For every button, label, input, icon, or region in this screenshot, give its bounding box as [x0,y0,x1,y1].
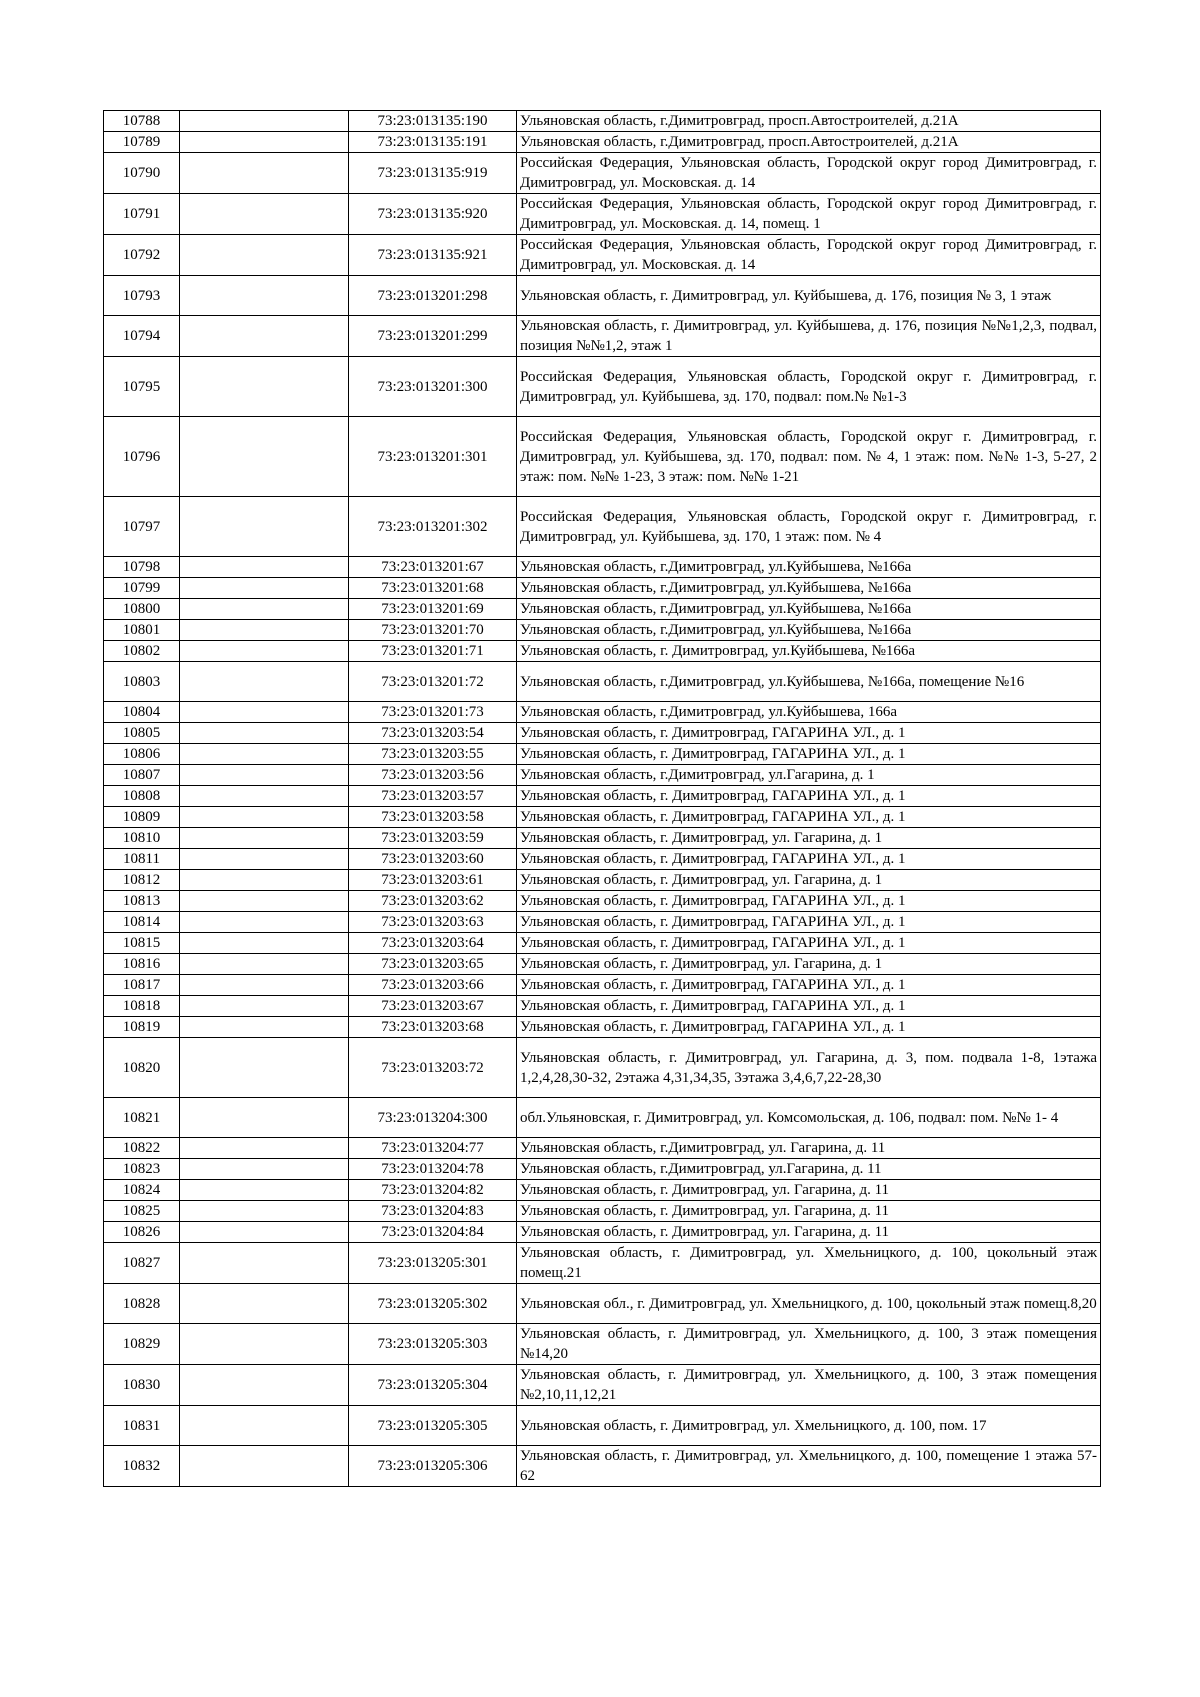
empty-cell [180,1284,349,1324]
cadastral-number-cell: 73:23:013203:72 [349,1038,517,1098]
address-cell: Ульяновская область, г.Димитровград, ул.Гагарина, д. 1 [517,765,1101,786]
row-number-cell: 10798 [104,557,180,578]
table-row [104,1017,1101,1038]
cadastral-number-cell: 73:23:013205:306 [349,1446,517,1487]
empty-cell [180,933,349,954]
cadastral-number-cell: 73:23:013203:59 [349,828,517,849]
address-cell: Ульяновская область, г. Димитровград, ул.Куйбышева, №166а [517,641,1101,662]
address-cell: Ульяновская область, г. Димитровград, ул. Гагарина, д. 3, пом. подвала 1-8, 1этажа 1,2,4,28,30-32, 2этажа 4,31,34,35, 3этажа 3,4,6,7,22-28,30 [517,1038,1101,1098]
table-row [104,1201,1101,1222]
empty-cell [180,996,349,1017]
table-row [104,557,1101,578]
empty-cell [180,723,349,744]
address-cell: Ульяновская область, г. Димитровград, ГАГАРИНА УЛ., д. 1 [517,996,1101,1017]
address-cell: Российская Федерация, Ульяновская область, Городской округ город Димитровград, г. Димитровград, ул. Московская. д. 14 [517,153,1101,194]
row-number-cell: 10799 [104,578,180,599]
address-cell: Ульяновская область, г. Димитровград, ул. Гагарина, д. 1 [517,828,1101,849]
cadastral-number-cell: 73:23:013205:303 [349,1324,517,1365]
empty-cell [180,1180,349,1201]
empty-cell [180,1406,349,1446]
cadastral-number-cell: 73:23:013135:191 [349,132,517,153]
address-cell: Ульяновская область, г. Димитровград, ул. Гагарина, д. 1 [517,954,1101,975]
empty-cell [180,1138,349,1159]
row-number-cell: 10822 [104,1138,180,1159]
table-row [104,578,1101,599]
table-row [104,1180,1101,1201]
table-row [104,1284,1101,1324]
cadastral-number-cell: 73:23:013203:66 [349,975,517,996]
address-cell: Ульяновская область, г. Димитровград, ул. Гагарина, д. 11 [517,1180,1101,1201]
table-row [104,620,1101,641]
row-number-cell: 10811 [104,849,180,870]
row-number-cell: 10819 [104,1017,180,1038]
empty-cell [180,702,349,723]
cadastral-number-cell: 73:23:013201:300 [349,357,517,417]
row-number-cell: 10821 [104,1098,180,1138]
address-cell: Ульяновская область, г.Димитровград, просп.Автостроителей, д.21А [517,132,1101,153]
table-row [104,276,1101,316]
cadastral-number-cell: 73:23:013203:62 [349,891,517,912]
row-number-cell: 10807 [104,765,180,786]
address-cell: обл.Ульяновская, г. Димитровград, ул. Комсомольская, д. 106, подвал: пом. №№ 1- 4 [517,1098,1101,1138]
table-row [104,641,1101,662]
row-number-cell: 10805 [104,723,180,744]
empty-cell [180,807,349,828]
row-number-cell: 10832 [104,1446,180,1487]
row-number-cell: 10830 [104,1365,180,1406]
table-row [104,1406,1101,1446]
address-cell: Ульяновская область, г. Димитровград, ул. Хмельницкого, д. 100, 3 этаж помещения №14,20 [517,1324,1101,1365]
empty-cell [180,1324,349,1365]
address-cell: Ульяновская область, г. Димитровград, ул. Гагарина, д. 11 [517,1222,1101,1243]
address-cell: Российская Федерация, Ульяновская область, Городской округ г. Димитровград, г. Димитровград, ул. Куйбышева, зд. 170, подвал: пом.№ №1-3 [517,357,1101,417]
empty-cell [180,276,349,316]
table-row [104,891,1101,912]
row-number-cell: 10808 [104,786,180,807]
cadastral-number-cell: 73:23:013201:69 [349,599,517,620]
address-cell: Ульяновская область, г. Димитровград, ул. Гагарина, д. 11 [517,1201,1101,1222]
cadastral-number-cell: 73:23:013201:67 [349,557,517,578]
property-table-body [104,111,1101,1487]
empty-cell [180,786,349,807]
cadastral-number-cell: 73:23:013201:71 [349,641,517,662]
empty-cell [180,1365,349,1406]
address-cell: Ульяновская область, г. Димитровград, ул. Хмельницкого, д. 100, 3 этаж помещения №2,10,11,12,21 [517,1365,1101,1406]
address-cell: Ульяновская область, г. Димитровград, ул. Куйбышева, д. 176, позиция № 3, 1 этаж [517,276,1101,316]
row-number-cell: 10796 [104,417,180,497]
cadastral-number-cell: 73:23:013203:67 [349,996,517,1017]
cadastral-number-cell: 73:23:013203:63 [349,912,517,933]
empty-cell [180,132,349,153]
cadastral-number-cell: 73:23:013203:54 [349,723,517,744]
row-number-cell: 10789 [104,132,180,153]
row-number-cell: 10823 [104,1159,180,1180]
empty-cell [180,975,349,996]
cadastral-number-cell: 73:23:013203:56 [349,765,517,786]
address-cell: Ульяновская область, г.Димитровград, ул.Гагарина, д. 11 [517,1159,1101,1180]
cadastral-number-cell: 73:23:013204:83 [349,1201,517,1222]
cadastral-number-cell: 73:23:013205:304 [349,1365,517,1406]
empty-cell [180,1159,349,1180]
address-cell: Ульяновская область, г. Димитровград, ул. Куйбышева, д. 176, позиция №№1,2,3, подвал, позиция №№1,2, этаж 1 [517,316,1101,357]
cadastral-number-cell: 73:23:013204:300 [349,1098,517,1138]
table-row [104,996,1101,1017]
cadastral-number-cell: 73:23:013203:60 [349,849,517,870]
cadastral-number-cell: 73:23:013203:64 [349,933,517,954]
address-cell: Российская Федерация, Ульяновская область, Городской округ город Димитровград, г. Димитровград, ул. Московская. д. 14, помещ. 1 [517,194,1101,235]
cadastral-number-cell: 73:23:013135:919 [349,153,517,194]
empty-cell [180,153,349,194]
empty-cell [180,620,349,641]
row-number-cell: 10795 [104,357,180,417]
table-row [104,417,1101,497]
row-number-cell: 10816 [104,954,180,975]
table-row [104,111,1101,132]
row-number-cell: 10829 [104,1324,180,1365]
row-number-cell: 10800 [104,599,180,620]
cadastral-number-cell: 73:23:013203:65 [349,954,517,975]
table-row [104,357,1101,417]
address-cell: Ульяновская область, г.Димитровград, ул.Куйбышева, 166а [517,702,1101,723]
table-row [104,975,1101,996]
table-row [104,828,1101,849]
empty-cell [180,765,349,786]
cadastral-number-cell: 73:23:013201:70 [349,620,517,641]
table-row [104,849,1101,870]
address-cell: Ульяновская область, г. Димитровград, ГАГАРИНА УЛ., д. 1 [517,975,1101,996]
row-number-cell: 10814 [104,912,180,933]
address-cell: Ульяновская область, г.Димитровград, ул.Куйбышева, №166а [517,578,1101,599]
row-number-cell: 10815 [104,933,180,954]
row-number-cell: 10790 [104,153,180,194]
table-row [104,933,1101,954]
row-number-cell: 10826 [104,1222,180,1243]
row-number-cell: 10802 [104,641,180,662]
cadastral-number-cell: 73:23:013203:55 [349,744,517,765]
table-row [104,316,1101,357]
empty-cell [180,194,349,235]
address-cell: Ульяновская область, г. Димитровград, ул. Хмельницкого, д. 100, цокольный этаж помещ.21 [517,1243,1101,1284]
table-row [104,194,1101,235]
empty-cell [180,316,349,357]
row-number-cell: 10803 [104,662,180,702]
address-cell: Ульяновская область, г. Димитровград, ГАГАРИНА УЛ., д. 1 [517,891,1101,912]
table-row [104,1138,1101,1159]
empty-cell [180,870,349,891]
address-cell: Ульяновская область, г. Димитровград, ул. Хмельницкого, д. 100, пом. 17 [517,1406,1101,1446]
cadastral-number-cell: 73:23:013135:921 [349,235,517,276]
table-row [104,870,1101,891]
row-number-cell: 10801 [104,620,180,641]
address-cell: Ульяновская область, г. Димитровград, ГАГАРИНА УЛ., д. 1 [517,786,1101,807]
address-cell: Ульяновская область, г. Димитровград, ГАГАРИНА УЛ., д. 1 [517,912,1101,933]
cadastral-number-cell: 73:23:013203:68 [349,1017,517,1038]
row-number-cell: 10793 [104,276,180,316]
row-number-cell: 10828 [104,1284,180,1324]
table-row [104,599,1101,620]
row-number-cell: 10817 [104,975,180,996]
table-row [104,132,1101,153]
cadastral-number-cell: 73:23:013201:302 [349,497,517,557]
address-cell: Российская Федерация, Ульяновская область, Городской округ г. Димитровград, г. Димитровград, ул. Куйбышева, зд. 170, подвал: пом. № 4, 1 этаж: пом. №№ 1-3, 5-27, 2 этаж: пом. №№ 1-23, 3 этаж: пом. №№ 1-21 [517,417,1101,497]
cadastral-number-cell: 73:23:013204:77 [349,1138,517,1159]
property-table [103,110,1101,1487]
row-number-cell: 10810 [104,828,180,849]
table-row [104,1243,1101,1284]
table-row [104,702,1101,723]
empty-cell [180,557,349,578]
cadastral-number-cell: 73:23:013201:73 [349,702,517,723]
address-cell: Ульяновская обл., г. Димитровград, ул. Хмельницкого, д. 100, цокольный этаж помещ.8,20 [517,1284,1101,1324]
empty-cell [180,497,349,557]
table-row [104,662,1101,702]
address-cell: Ульяновская область, г.Димитровград, ул.Куйбышева, №166а, помещение №16 [517,662,1101,702]
address-cell: Ульяновская область, г. Димитровград, ул. Гагарина, д. 1 [517,870,1101,891]
address-cell: Ульяновская область, г. Димитровград, ГАГАРИНА УЛ., д. 1 [517,849,1101,870]
cadastral-number-cell: 73:23:013135:190 [349,111,517,132]
cadastral-number-cell: 73:23:013201:298 [349,276,517,316]
cadastral-number-cell: 73:23:013204:78 [349,1159,517,1180]
table-row [104,954,1101,975]
cadastral-number-cell: 73:23:013204:84 [349,1222,517,1243]
table-row [104,235,1101,276]
address-cell: Ульяновская область, г.Димитровград, ул.Куйбышева, №166а [517,620,1101,641]
row-number-cell: 10820 [104,1038,180,1098]
table-row [104,1365,1101,1406]
address-cell: Ульяновская область, г. Димитровград, ГАГАРИНА УЛ., д. 1 [517,933,1101,954]
table-row [104,765,1101,786]
empty-cell [180,1243,349,1284]
table-row [104,723,1101,744]
cadastral-number-cell: 73:23:013203:57 [349,786,517,807]
empty-cell [180,849,349,870]
table-row [104,497,1101,557]
row-number-cell: 10806 [104,744,180,765]
empty-cell [180,912,349,933]
row-number-cell: 10788 [104,111,180,132]
empty-cell [180,417,349,497]
empty-cell [180,744,349,765]
address-cell: Ульяновская область, г. Димитровград, ГАГАРИНА УЛ., д. 1 [517,1017,1101,1038]
empty-cell [180,891,349,912]
cadastral-number-cell: 73:23:013201:72 [349,662,517,702]
cadastral-number-cell: 73:23:013201:301 [349,417,517,497]
address-cell: Ульяновская область, г. Димитровград, ГАГАРИНА УЛ., д. 1 [517,723,1101,744]
row-number-cell: 10792 [104,235,180,276]
table-row [104,153,1101,194]
empty-cell [180,357,349,417]
empty-cell [180,578,349,599]
address-cell: Ульяновская область, г.Димитровград, ул. Гагарина, д. 11 [517,1138,1101,1159]
table-row [104,786,1101,807]
table-row [104,1222,1101,1243]
empty-cell [180,235,349,276]
cadastral-number-cell: 73:23:013203:58 [349,807,517,828]
cadastral-number-cell: 73:23:013205:305 [349,1406,517,1446]
cadastral-number-cell: 73:23:013135:920 [349,194,517,235]
address-cell: Российская Федерация, Ульяновская область, Городской округ г. Димитровград, г. Димитровград, ул. Куйбышева, зд. 170, 1 этаж: пом. № 4 [517,497,1101,557]
table-row [104,1324,1101,1365]
address-cell: Российская Федерация, Ульяновская область, Городской округ город Димитровград, г. Димитровград, ул. Московская. д. 14 [517,235,1101,276]
empty-cell [180,662,349,702]
cadastral-number-cell: 73:23:013201:68 [349,578,517,599]
row-number-cell: 10791 [104,194,180,235]
empty-cell [180,828,349,849]
empty-cell [180,954,349,975]
address-cell: Ульяновская область, г. Димитровград, ул. Хмельницкого, д. 100, помещение 1 этажа 57-62 [517,1446,1101,1487]
empty-cell [180,111,349,132]
row-number-cell: 10824 [104,1180,180,1201]
row-number-cell: 10831 [104,1406,180,1446]
empty-cell [180,1446,349,1487]
empty-cell [180,599,349,620]
table-row [104,744,1101,765]
address-cell: Ульяновская область, г. Димитровград, ГАГАРИНА УЛ., д. 1 [517,807,1101,828]
address-cell: Ульяновская область, г.Димитровград, просп.Автостроителей, д.21А [517,111,1101,132]
address-cell: Ульяновская область, г.Димитровград, ул.Куйбышева, №166а [517,599,1101,620]
cadastral-number-cell: 73:23:013205:301 [349,1243,517,1284]
empty-cell [180,641,349,662]
table-row [104,1159,1101,1180]
cadastral-number-cell: 73:23:013204:82 [349,1180,517,1201]
row-number-cell: 10804 [104,702,180,723]
empty-cell [180,1201,349,1222]
table-row [104,1446,1101,1487]
cadastral-number-cell: 73:23:013203:61 [349,870,517,891]
table-row [104,912,1101,933]
empty-cell [180,1222,349,1243]
cadastral-number-cell: 73:23:013205:302 [349,1284,517,1324]
row-number-cell: 10812 [104,870,180,891]
row-number-cell: 10825 [104,1201,180,1222]
row-number-cell: 10794 [104,316,180,357]
empty-cell [180,1098,349,1138]
row-number-cell: 10827 [104,1243,180,1284]
empty-cell [180,1017,349,1038]
table-row [104,1038,1101,1098]
address-cell: Ульяновская область, г. Димитровград, ГАГАРИНА УЛ., д. 1 [517,744,1101,765]
row-number-cell: 10797 [104,497,180,557]
cadastral-number-cell: 73:23:013201:299 [349,316,517,357]
row-number-cell: 10813 [104,891,180,912]
row-number-cell: 10809 [104,807,180,828]
table-row [104,807,1101,828]
table-row [104,1098,1101,1138]
row-number-cell: 10818 [104,996,180,1017]
empty-cell [180,1038,349,1098]
address-cell: Ульяновская область, г.Димитровград, ул.Куйбышева, №166а [517,557,1101,578]
